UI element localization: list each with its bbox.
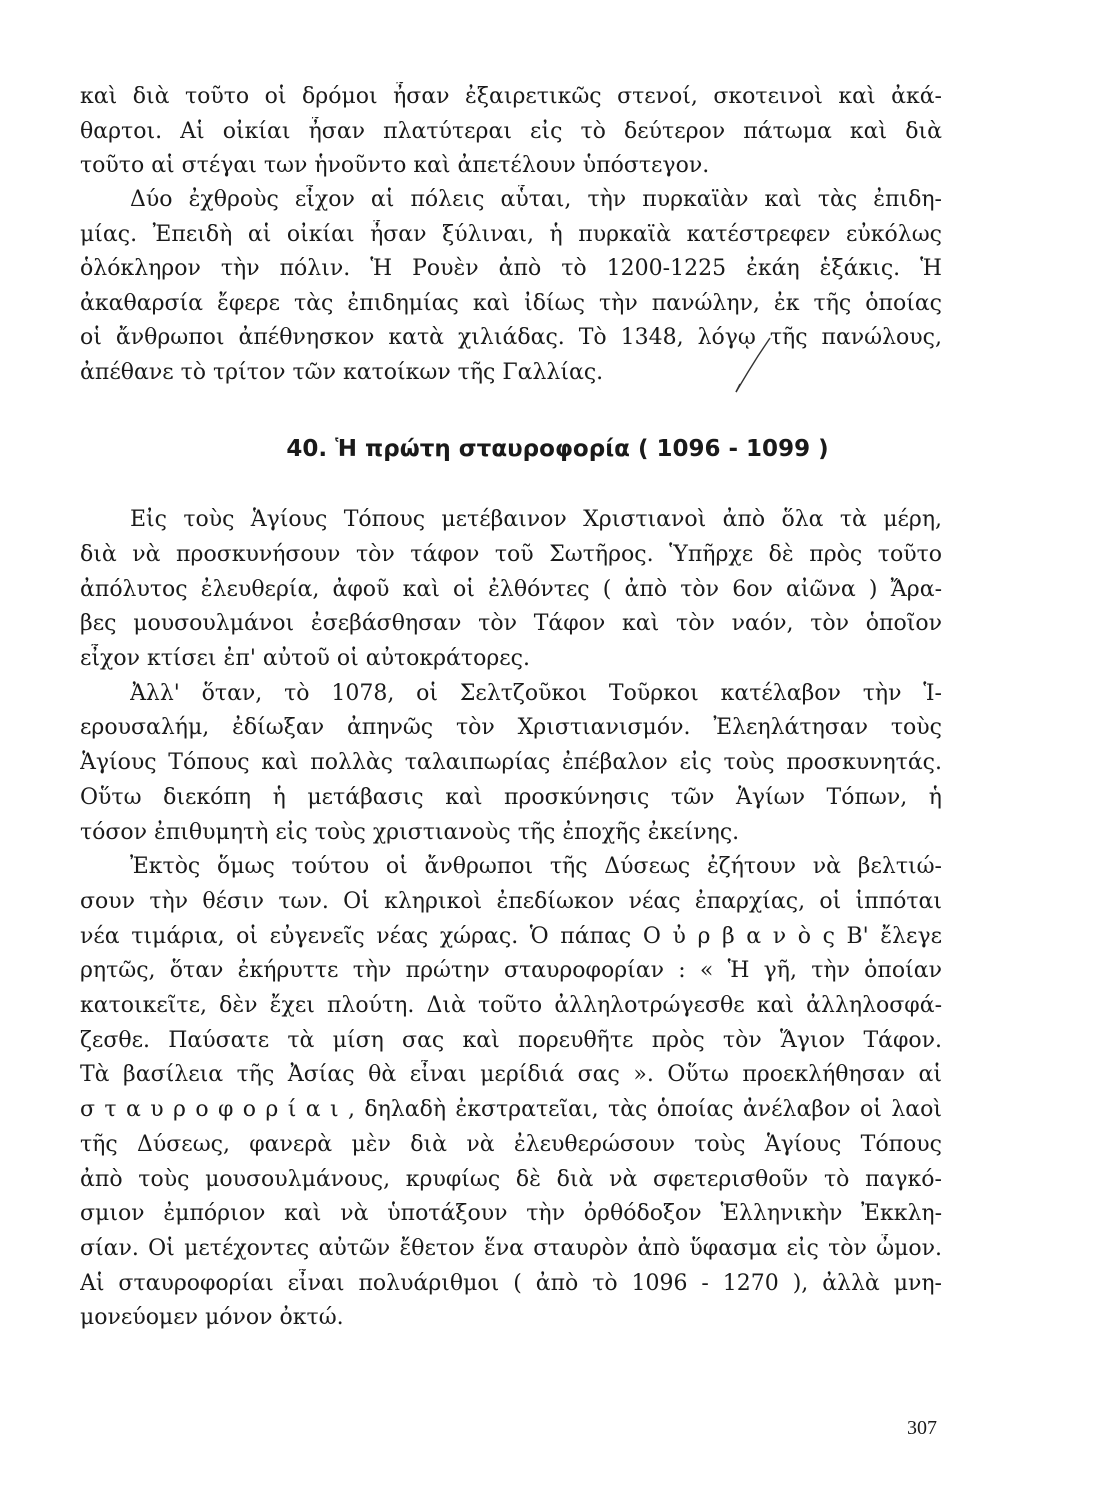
paragraph-line: εἶχον κτίσει ἐπ' αὐτοῦ οἱ αὐτοκράτορες. — [80, 646, 530, 671]
paragraph-line: σίαν. Οἱ μετέχοντες αὐτῶν ἔθετον ἕνα σταυρὸν ἀπὸ ὕφασμα εἰς τὸν ὦμον. — [80, 1236, 942, 1261]
paragraph-line: Εἰς τοὺς Ἁγίους Τόπους μετέβαινον Χριστιανοὶ ἀπὸ ὅλα τὰ μέρη, — [130, 507, 942, 532]
paragraph-line: καὶ διὰ τοῦτο οἱ δρόμοι ἦσαν ἐξαιρετικῶς στενοί, σκοτεινοὶ καὶ ἀκά- — [80, 84, 942, 109]
paragraph-line: ἀκαθαρσία ἔφερε τὰς ἐπιδημίας καὶ ἰδίως τὴν πανώλην, ἐκ τῆς ὁποίας — [80, 291, 942, 316]
paragraph-line: νέα τιμάρια, οἱ εὐγενεῖς νέας χώρας. Ὁ πάπας Ο ὐ ρ β α ν ὸ ς Β' ἔλεγε — [80, 924, 942, 949]
paragraph-line: Ἐκτὸς ὅμως τούτου οἱ ἄνθρωποι τῆς Δύσεως ἐζήτουν νὰ βελτιώ- — [130, 854, 942, 879]
paragraph-line: Ἀλλ' ὅταν, τὸ 1078, οἱ Σελτζοῦκοι Τοῦρκοι κατέλαβον τὴν Ἱ- — [130, 681, 942, 706]
paragraph-line: ζεσθε. Παύσατε τὰ μίση σας καὶ πορευθῆτε πρὸς τὸν Ἅγιον Τάφον. — [80, 1028, 942, 1053]
paragraph-line: ἀπὸ τοὺς μουσουλμάνους, κρυφίως δὲ διὰ νὰ σφετερισθοῦν τὸ παγκό- — [80, 1167, 942, 1192]
paragraph-line: ἀπόλυτος ἐλευθερία, ἀφοῦ καὶ οἱ ἐλθόντες ( ἀπὸ τὸν 6ον αἰῶνα ) Ἄρα- — [80, 577, 942, 602]
paragraph-line: ερουσαλήμ, ἐδίωξαν ἀπηνῶς τὸν Χριστιανισμόν. Ἐλεηλάτησαν τοὺς — [80, 715, 942, 740]
paragraph-line: Ἁγίους Τόπους καὶ πολλὰς ταλαιπωρίας ἐπέβαλον εἰς τοὺς προσκυνητάς. — [80, 750, 942, 775]
section-heading: 40. Ἡ πρώτη σταυροφορία ( 1096 - 1099 ) — [286, 436, 829, 462]
paragraph-line: τοῦτο αἱ στέγαι των ἡνοῦντο καὶ ἀπετέλουν ὑπόστεγον. — [80, 153, 710, 178]
paragraph-line: ἀπέθανε τὸ τρίτον τῶν κατοίκων τῆς Γαλλίας. — [80, 360, 604, 385]
page-number: 307 — [907, 1417, 937, 1439]
paragraph-line: σμιον ἐμπόριον καὶ νὰ ὑποτάξουν τὴν ὀρθόδοξον Ἑλληνικὴν Ἐκκλη- — [80, 1201, 942, 1226]
paragraph-line: ρητῶς, ὅταν ἐκήρυττε τὴν πρώτην σταυροφορίαν : « Ἡ γῆ, τὴν ὁποίαν — [80, 958, 942, 983]
paragraph-line: θαρτοι. Αἱ οἰκίαι ἦσαν πλατύτεραι εἰς τὸ δεύτερον πάτωμα καὶ διὰ — [80, 119, 942, 144]
paragraph-line: σουν τὴν θέσιν των. Οἱ κληρικοὶ ἐπεδίωκον νέας ἐπαρχίας, οἱ ἱππόται — [80, 889, 942, 914]
paragraph-line: οἱ ἄνθρωποι ἀπέθνησκον κατὰ χιλιάδας. Τὸ 1348, λόγῳ τῆς πανώλους, — [80, 325, 942, 350]
paragraph-line: μονεύομεν μόνον ὀκτώ. — [80, 1305, 344, 1330]
paragraph-line: τῆς Δύσεως, φανερὰ μὲν διὰ νὰ ἐλευθερώσουν τοὺς Ἁγίους Τόπους — [80, 1132, 942, 1157]
paragraph-line: μίας. Ἐπειδὴ αἱ οἰκίαι ἦσαν ξύλιναι, ἡ πυρκαϊὰ κατέστρεφεν εὐκόλως — [80, 222, 942, 247]
paragraph-line: σ τ α υ ρ ο φ ο ρ ί α ι , δηλαδὴ ἐκστρατεῖαι, τὰς ὁποίας ἀνέλαβον οἱ λαοὶ — [80, 1097, 942, 1122]
paragraph-line: Δύο ἐχθροὺς εἶχον αἱ πόλεις αὗται, τὴν πυρκαϊὰν καὶ τὰς ἐπιδη- — [130, 187, 942, 212]
paragraph-line: Τὰ βασίλεια τῆς Ἀσίας θὰ εἶναι μερίδιά σας ». Οὕτω προεκλήθησαν αἱ — [80, 1062, 942, 1087]
paragraph-line: τόσον ἐπιθυμητὴ εἰς τοὺς χριστιανοὺς τῆς ἐποχῆς ἐκείνης. — [80, 820, 740, 845]
paragraph-line: Αἱ σταυροφορίαι εἶναι πολυάριθμοι ( ἀπὸ τὸ 1096 - 1270 ), ἀλλὰ μνη- — [80, 1271, 942, 1296]
paragraph-line: κατοικεῖτε, δὲν ἔχει πλούτη. Διὰ τοῦτο ἀλληλοτρώγεσθε καὶ ἀλληλοσφά- — [80, 993, 942, 1018]
paragraph-line: Οὕτω διεκόπη ἡ μετάβασις καὶ προσκύνησις τῶν Ἁγίων Τόπων, ἡ — [80, 785, 942, 810]
paragraph-line: διὰ νὰ προσκυνήσουν τὸν τάφον τοῦ Σωτῆρος. Ὑπῆρχε δὲ πρὸς τοῦτο — [80, 542, 942, 567]
paragraph-line: ὁλόκληρον τὴν πόλιν. Ἡ Ρουὲν ἀπὸ τὸ 1200-1225 ἐκάη ἑξάκις. Ἡ — [80, 256, 942, 281]
paragraph-line: βες μουσουλμάνοι ἐσεβάσθησαν τὸν Τάφον καὶ τὸν ναόν, τὸν ὁποῖον — [80, 611, 942, 636]
